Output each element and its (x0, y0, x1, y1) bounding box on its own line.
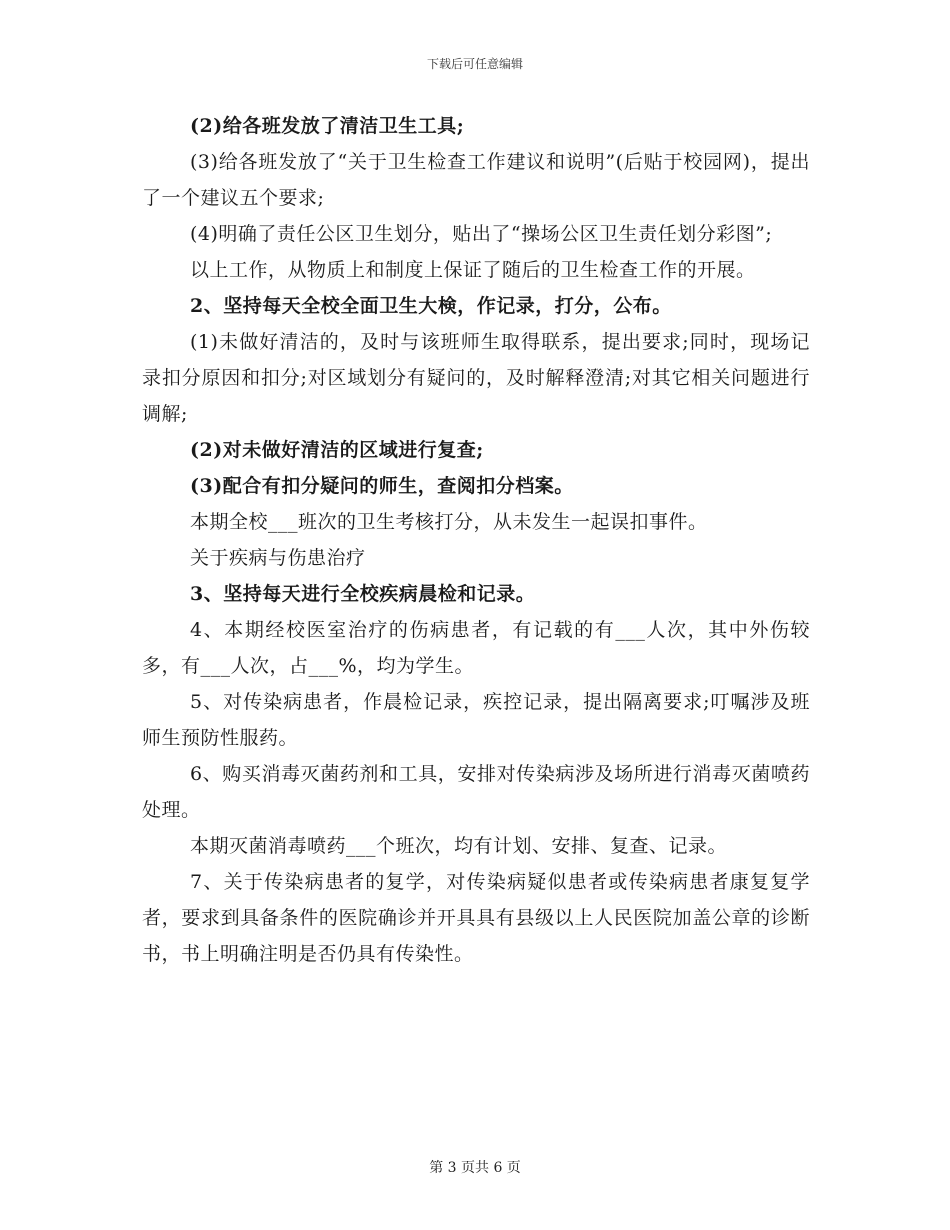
paragraph-2-tools: (2)给各班发放了清洁卫生工具; (190, 115, 465, 137)
section-subtitle-illness: 关于疾病与伤患治疗 (190, 547, 366, 569)
paragraph-3-notice: (3)给各班发放了“关于卫生检查工作建议和说明”(后贴于校园网)，提出了一个建议五个要求; (142, 151, 810, 209)
paragraph-6-disinfect: 6、购买消毒灭菌药剂和工具，安排对传染病涉及场所进行消毒灭菌喷药处理。 (142, 763, 810, 821)
paragraph-spray-count: 本期灭菌消毒喷药___个班次，均有计划、安排、复查、记录。 (190, 835, 728, 857)
paragraph-summary: 以上工作，从物质上和制度上保证了随后的卫生检查工作的开展。 (190, 259, 756, 281)
page-footer: 第 3 页共 6 页 (429, 1160, 521, 1176)
paragraph-4-zones: (4)明确了责任公区卫生划分，贴出了“操场公区卫生责任划分彩图”; (190, 223, 773, 245)
section-heading-2: 2、坚持每天全校全面卫生大検，作记录，打分，公布。 (190, 295, 672, 317)
paragraph-1-contact: (1)未做好清洁的，及时与该班师生取得联系，提出要求;同时，现场记录扣分原因和扣分;对区域划分有疑问的，及时解释澄清;对其它相关问题进行调解; (142, 331, 810, 425)
page-header: 下载后可任意编辑 (426, 57, 523, 71)
document-body (142, 108, 810, 972)
paragraph-2-recheck: (2)对未做好清洁的区域进行复查; (190, 439, 484, 461)
paragraph-7-return: 7、关于传染病患者的复学，对传染病疑似患者或传染病患者康复复学者，要求到具备条件的医院确诊并开具具有县级以上人民医院加盖公章的诊断书，书上明确注明是否仍具有传染性。 (142, 871, 810, 965)
paragraph-3-archive: (3)配合有扣分疑问的师生，查阅扣分档案。 (190, 475, 574, 497)
paragraph-5-infectious: 5、对传染病患者，作晨检记录，疾控记录，提出隔离要求;叮嘱涉及班师生预防性服药。 (142, 691, 810, 749)
paragraph-score-count: 本期全校___班次的卫生考核打分，从未发生一起误扣事件。 (190, 511, 708, 533)
section-heading-3: 3、坚持每天进行全校疾病晨检和记录。 (190, 583, 536, 605)
paragraph-4-patients: 4、本期经校医室治疗的伤病患者，有记载的有___人次，其中外伤较多，有___人次，占___%，均为学生。 (142, 619, 810, 677)
